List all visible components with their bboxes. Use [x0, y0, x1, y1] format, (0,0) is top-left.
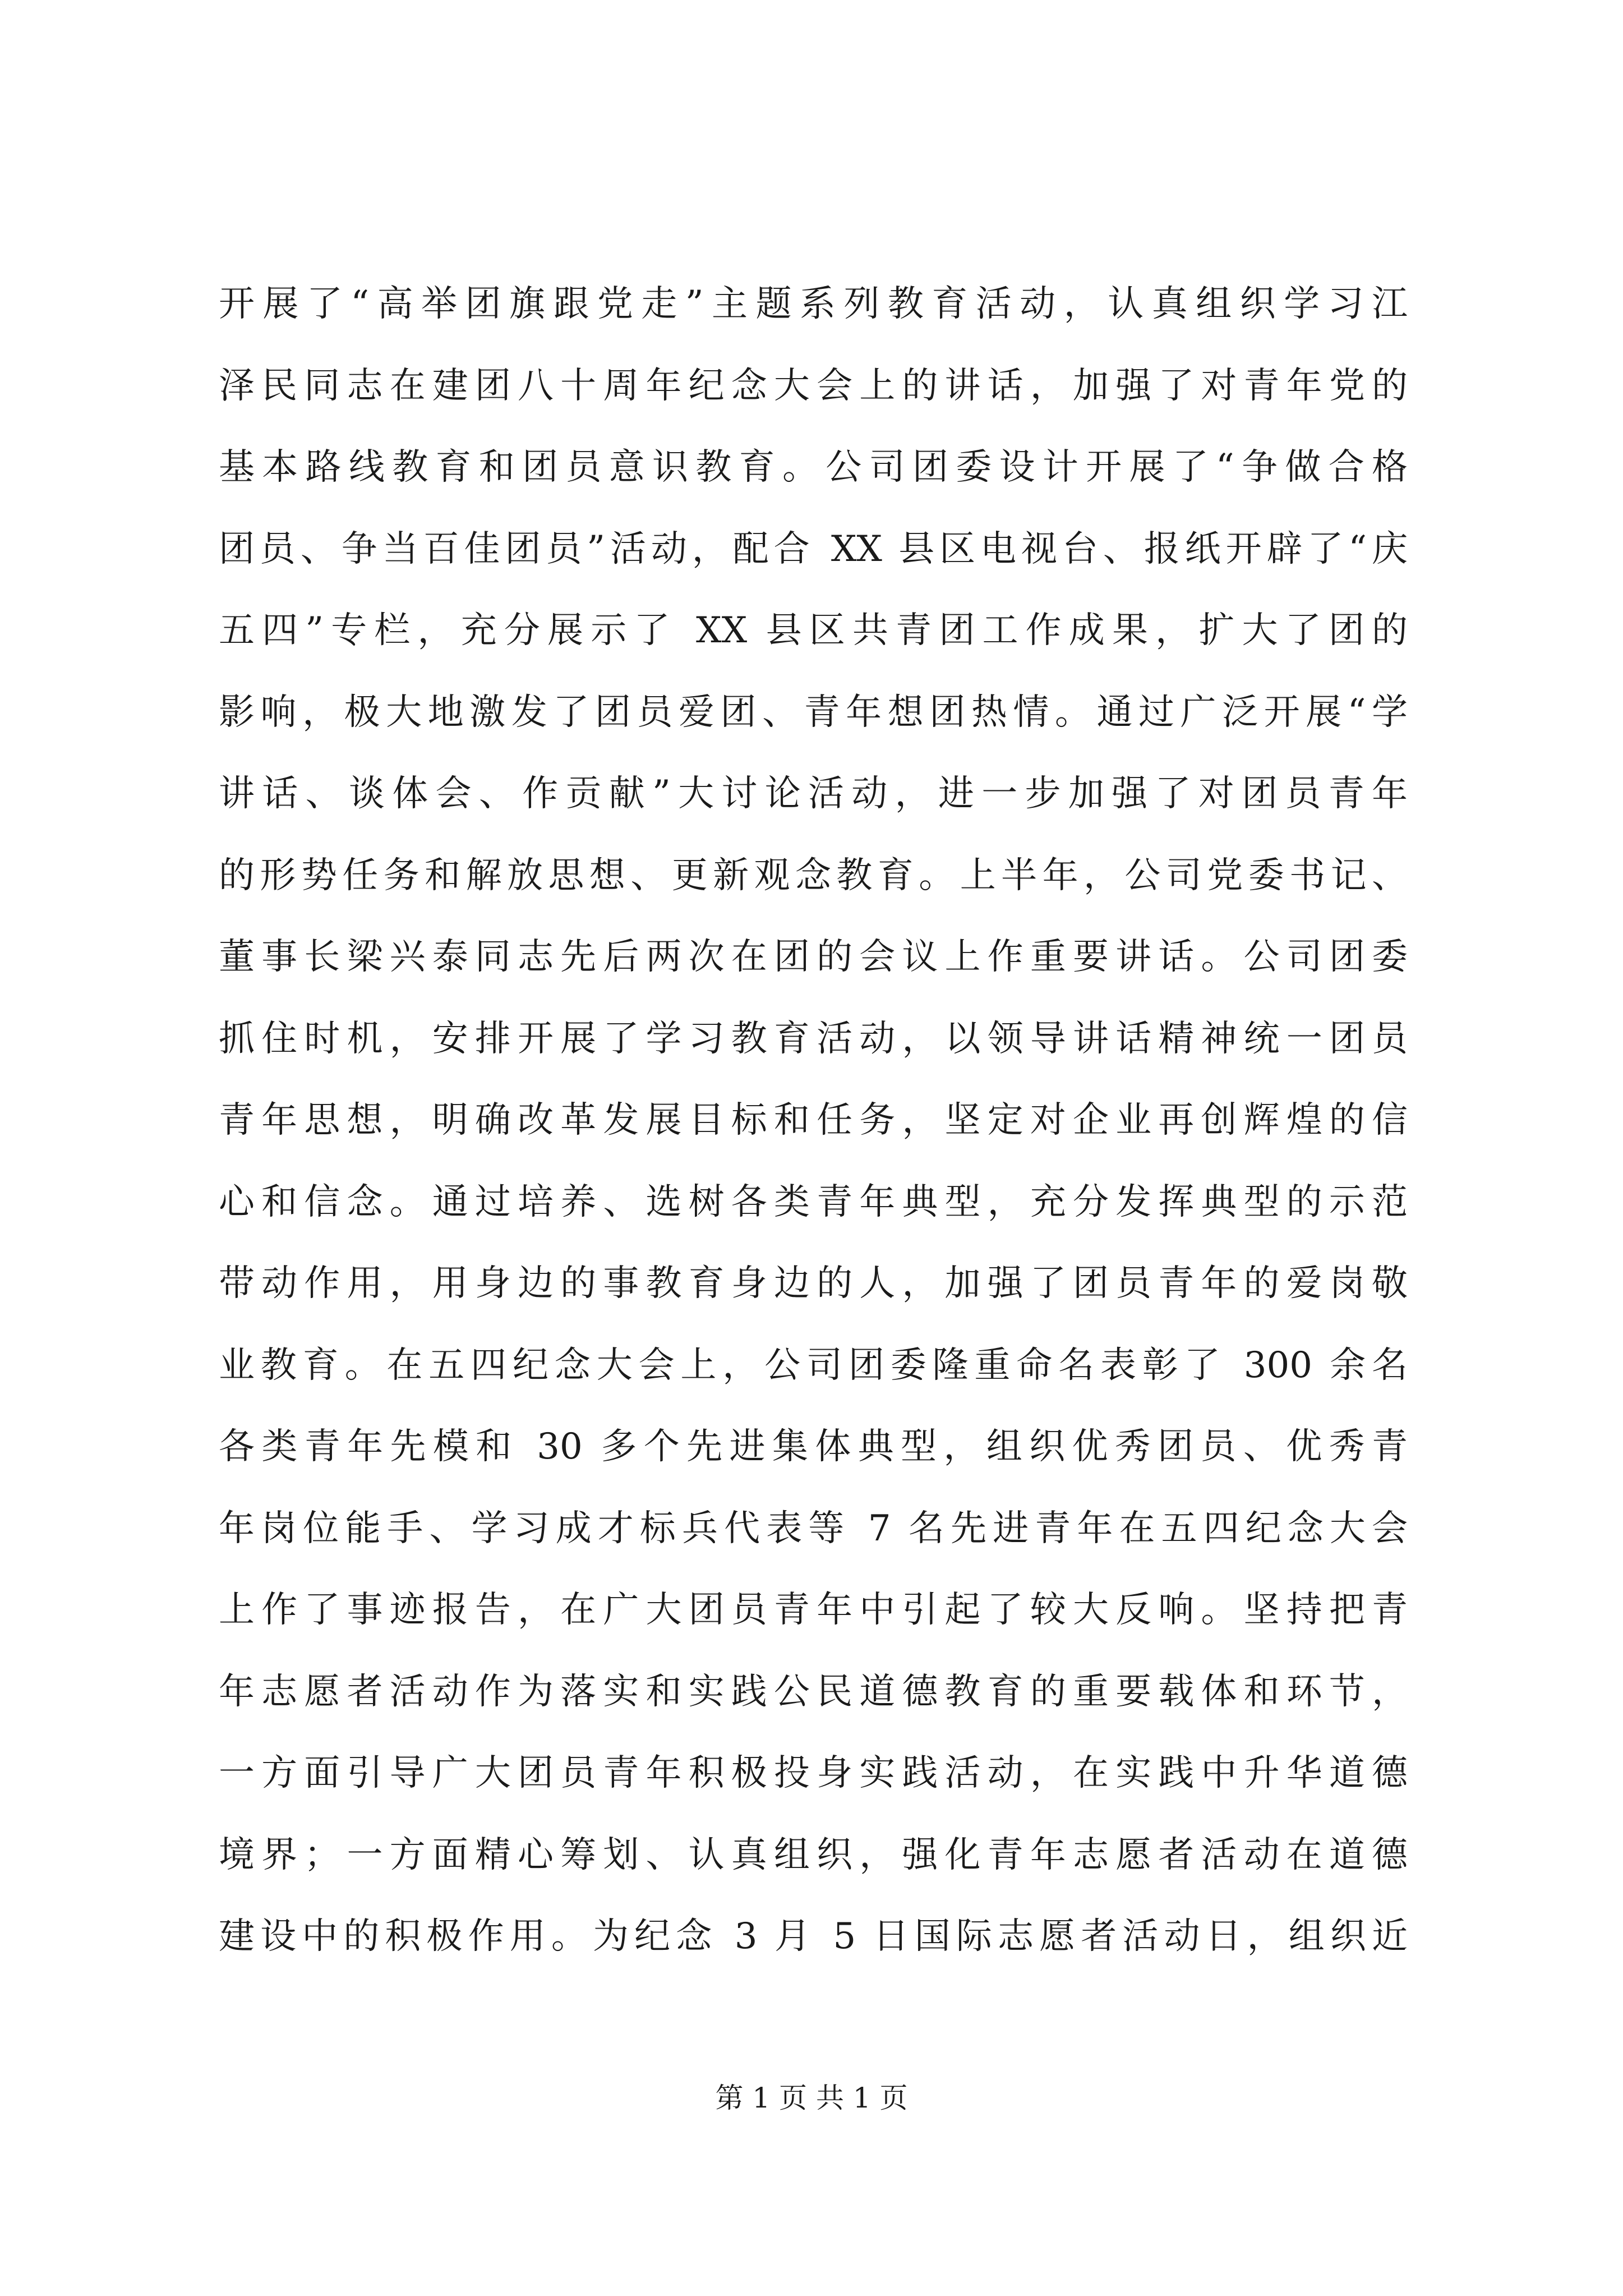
text-line: 心和信念。通过培养、选树各类青年典型，充分发挥典型的示范	[219, 1181, 1408, 1223]
text-line: 开展了“高举团旗跟党走”主题系列教育活动，认真组织学习江	[219, 283, 1408, 325]
text-line: 带动作用，用身边的事教育身边的人，加强了团员青年的爱岗敬	[219, 1263, 1408, 1304]
text-line: 上作了事迹报告，在广大团员青年中引起了较大反响。坚持把青	[219, 1589, 1408, 1631]
text-line: 年志愿者活动作为落实和实践公民道德教育的重要载体和环节，	[219, 1671, 1408, 1713]
text-line: 业教育。在五四纪念大会上，公司团委隆重命名表彰了 300 余名	[219, 1344, 1408, 1386]
text-line: 建设中的积极作用。为纪念 3 月 5 日国际志愿者活动日，组织近	[219, 1916, 1408, 1957]
text-line: 一方面引导广大团员青年积极投身实践活动，在实践中升华道德	[219, 1752, 1408, 1794]
text-line: 团员、争当百佳团员”活动，配合 XX 县区电视台、报纸开辟了“庆	[219, 528, 1408, 570]
body-text	[219, 264, 1408, 1978]
text-line: 各类青年先模和 30 多个先进集体典型，组织优秀团员、优秀青	[219, 1426, 1408, 1467]
page-number-label: 第 1 页 共 1 页	[715, 2082, 908, 2114]
text-line: 泽民同志在建团八十周年纪念大会上的讲话，加强了对青年党的	[219, 365, 1408, 407]
text-line: 青年思想，明确改革发展目标和任务，坚定对企业再创辉煌的信	[219, 1099, 1408, 1141]
text-line: 的形势任务和解放思想、更新观念教育。上半年，公司党委书记、	[219, 854, 1408, 896]
text-line: 讲话、谈体会、作贡献”大讨论活动，进一步加强了对团员青年	[219, 773, 1408, 815]
text-line: 影响，极大地激发了团员爱团、青年想团热情。通过广泛开展“学	[219, 691, 1408, 733]
text-line: 境界；一方面精心筹划、认真组织，强化青年志愿者活动在道德	[219, 1834, 1408, 1876]
text-line: 年岗位能手、学习成才标兵代表等 7 名先进青年在五四纪念大会	[219, 1507, 1408, 1549]
text-line: 抓住时机，安排开展了学习教育活动，以领导讲话精神统一团员	[219, 1018, 1408, 1060]
text-line: 五四”专栏，充分展示了 XX 县区共青团工作成果，扩大了团的	[219, 610, 1408, 651]
text-line: 基本路线教育和团员意识教育。公司团委设计开展了“争做合格	[219, 447, 1408, 488]
page-footer	[0, 2076, 1623, 2116]
text-line: 董事长梁兴泰同志先后两次在团的会议上作重要讲话。公司团委	[219, 936, 1408, 978]
